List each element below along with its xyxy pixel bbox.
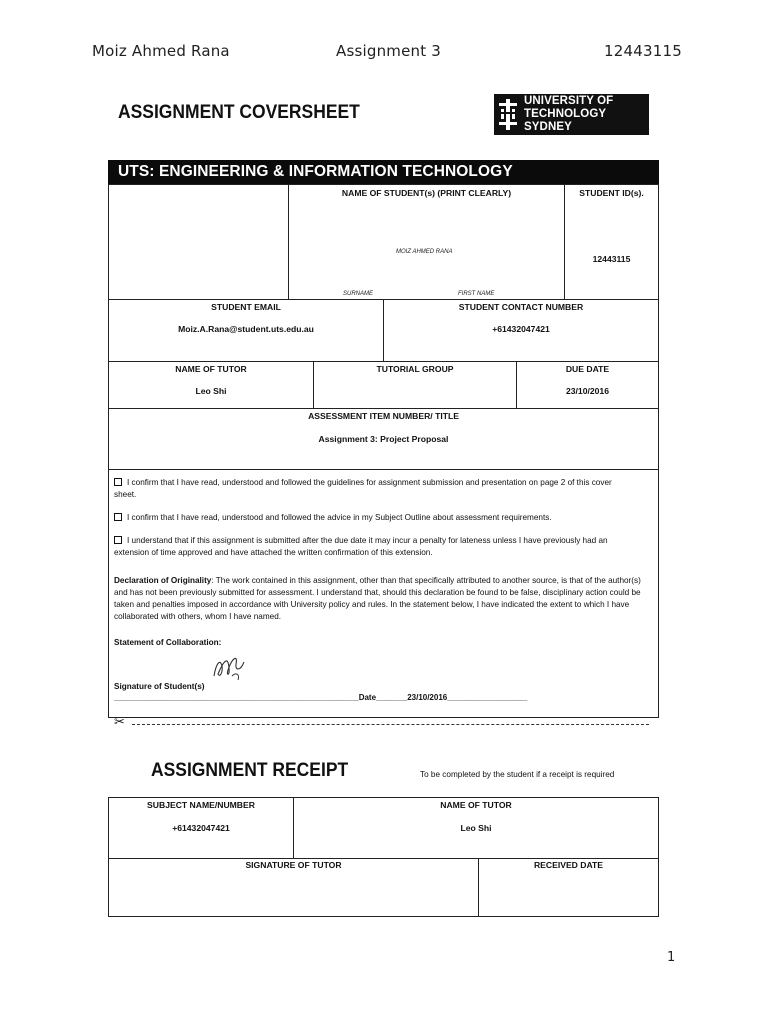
surname-label: SURNAME bbox=[343, 291, 374, 297]
coversheet-title: ASSIGNMENT COVERSHEET bbox=[118, 102, 360, 123]
subject-label: SUBJECT NAME/NUMBER bbox=[147, 800, 255, 810]
student-name-cell[interactable] bbox=[288, 184, 565, 300]
student-id-value: 12443115 bbox=[592, 254, 631, 264]
due-date-label: DUE DATE bbox=[565, 364, 610, 374]
dashed-divider bbox=[132, 724, 649, 725]
student-id-cell[interactable] bbox=[564, 184, 659, 300]
originality-declaration bbox=[114, 575, 650, 623]
signature-date-line[interactable]: _______________________________________________________Date_______23/10/2016__________________ bbox=[114, 693, 528, 702]
student-name-label: NAME OF STUDENT(s) (PRINT CLEARLY) bbox=[341, 188, 512, 198]
tutor-label: NAME OF TUTOR bbox=[175, 364, 247, 374]
header-title: Assignment 3 bbox=[336, 42, 442, 60]
receipt-note: To be completed by the student if a receipt is required bbox=[420, 770, 615, 779]
outline-text: I confirm that I have read, understood and followed the advice in my Subject Outline about assessment requirements. bbox=[127, 513, 552, 522]
logo-line-2: TECHNOLOGY SYDNEY bbox=[524, 108, 606, 133]
subject-value: +61432047421 bbox=[172, 823, 230, 833]
guidelines-checkbox[interactable] bbox=[114, 478, 122, 486]
tutor-value: Leo Shi bbox=[195, 386, 227, 396]
student-email-label: STUDENT EMAIL bbox=[211, 302, 281, 312]
received-date-label: RECEIVED DATE bbox=[533, 860, 604, 870]
checkbox-row-outline bbox=[114, 512, 650, 524]
uts-crest-icon bbox=[498, 98, 518, 131]
student-contact-label: STUDENT CONTACT NUMBER bbox=[458, 302, 584, 312]
signature-label: Signature of Student(s) bbox=[114, 682, 205, 691]
lateness-checkbox[interactable] bbox=[114, 536, 122, 544]
receipt-title: ASSIGNMENT RECEIPT bbox=[151, 760, 349, 781]
tutor-signature-label: SIGNATURE OF TUTOR bbox=[245, 860, 342, 870]
originality-label: Declaration of Originality bbox=[114, 576, 212, 585]
firstname-label: FIRST NAME bbox=[458, 291, 495, 297]
student-email-value: Moiz.A.Rana@student.uts.edu.au bbox=[178, 324, 314, 334]
collaboration-label: Statement of Collaboration: bbox=[114, 638, 222, 647]
guidelines-text-cont: sheet. bbox=[114, 490, 137, 499]
header-student-id: 12443115 bbox=[604, 42, 682, 60]
assessment-item-value: Assignment 3: Project Proposal bbox=[318, 434, 449, 444]
assessment-item-label: ASSESSMENT ITEM NUMBER/ TITLE bbox=[308, 411, 459, 421]
tutorial-group-label: TUTORIAL GROUP bbox=[376, 364, 454, 374]
receipt-tutor-value: Leo Shi bbox=[460, 823, 492, 833]
scissors-icon: ✂ bbox=[114, 715, 125, 730]
page-number: 1 bbox=[667, 950, 676, 965]
checkbox-row-lateness bbox=[114, 535, 650, 559]
guidelines-text: I confirm that I have read, understood and followed the guidelines for assignment submission and presentation on page 2 of this cover bbox=[127, 478, 612, 487]
student-name-value: MOIZ AHMED RANA bbox=[396, 249, 453, 255]
student-contact-value: +61432047421 bbox=[492, 324, 550, 334]
outline-checkbox[interactable] bbox=[114, 513, 122, 521]
lateness-text: I understand that if this assignment is submitted after the due date it may incur a penalty for lateness unless I have previously had an bbox=[127, 536, 608, 545]
receipt-tutor-label: NAME OF TUTOR bbox=[440, 800, 512, 810]
student-id-label: STUDENT ID(s). bbox=[579, 188, 644, 198]
faculty-banner: UTS: ENGINEERING & INFORMATION TECHNOLOGY bbox=[108, 160, 659, 184]
blank-cell bbox=[108, 184, 289, 300]
uts-logo bbox=[494, 94, 649, 135]
due-date-value: 23/10/2016 bbox=[565, 386, 609, 396]
student-signature-icon bbox=[210, 650, 250, 684]
checkbox-row-guidelines bbox=[114, 477, 650, 501]
logo-line-1: UNIVERSITY OF bbox=[524, 95, 614, 107]
lateness-text-cont: extension of time approved and have attached the written confirmation of this extension. bbox=[114, 548, 433, 557]
cut-line bbox=[114, 715, 649, 730]
header-author: Moiz Ahmed Rana bbox=[92, 42, 230, 60]
originality-text: : The work contained in this assignment, other than that specifically attributed to another source, is that of the author(s) and has not been previously submitted for assessment. I understand that, should this declaration be found to be false, disciplinary action could be taken and penalties imposed in accordance with University policy and rules. In the statement below, I have indicated the extent to which I have collaborated with others, whom I have named. bbox=[114, 576, 641, 621]
